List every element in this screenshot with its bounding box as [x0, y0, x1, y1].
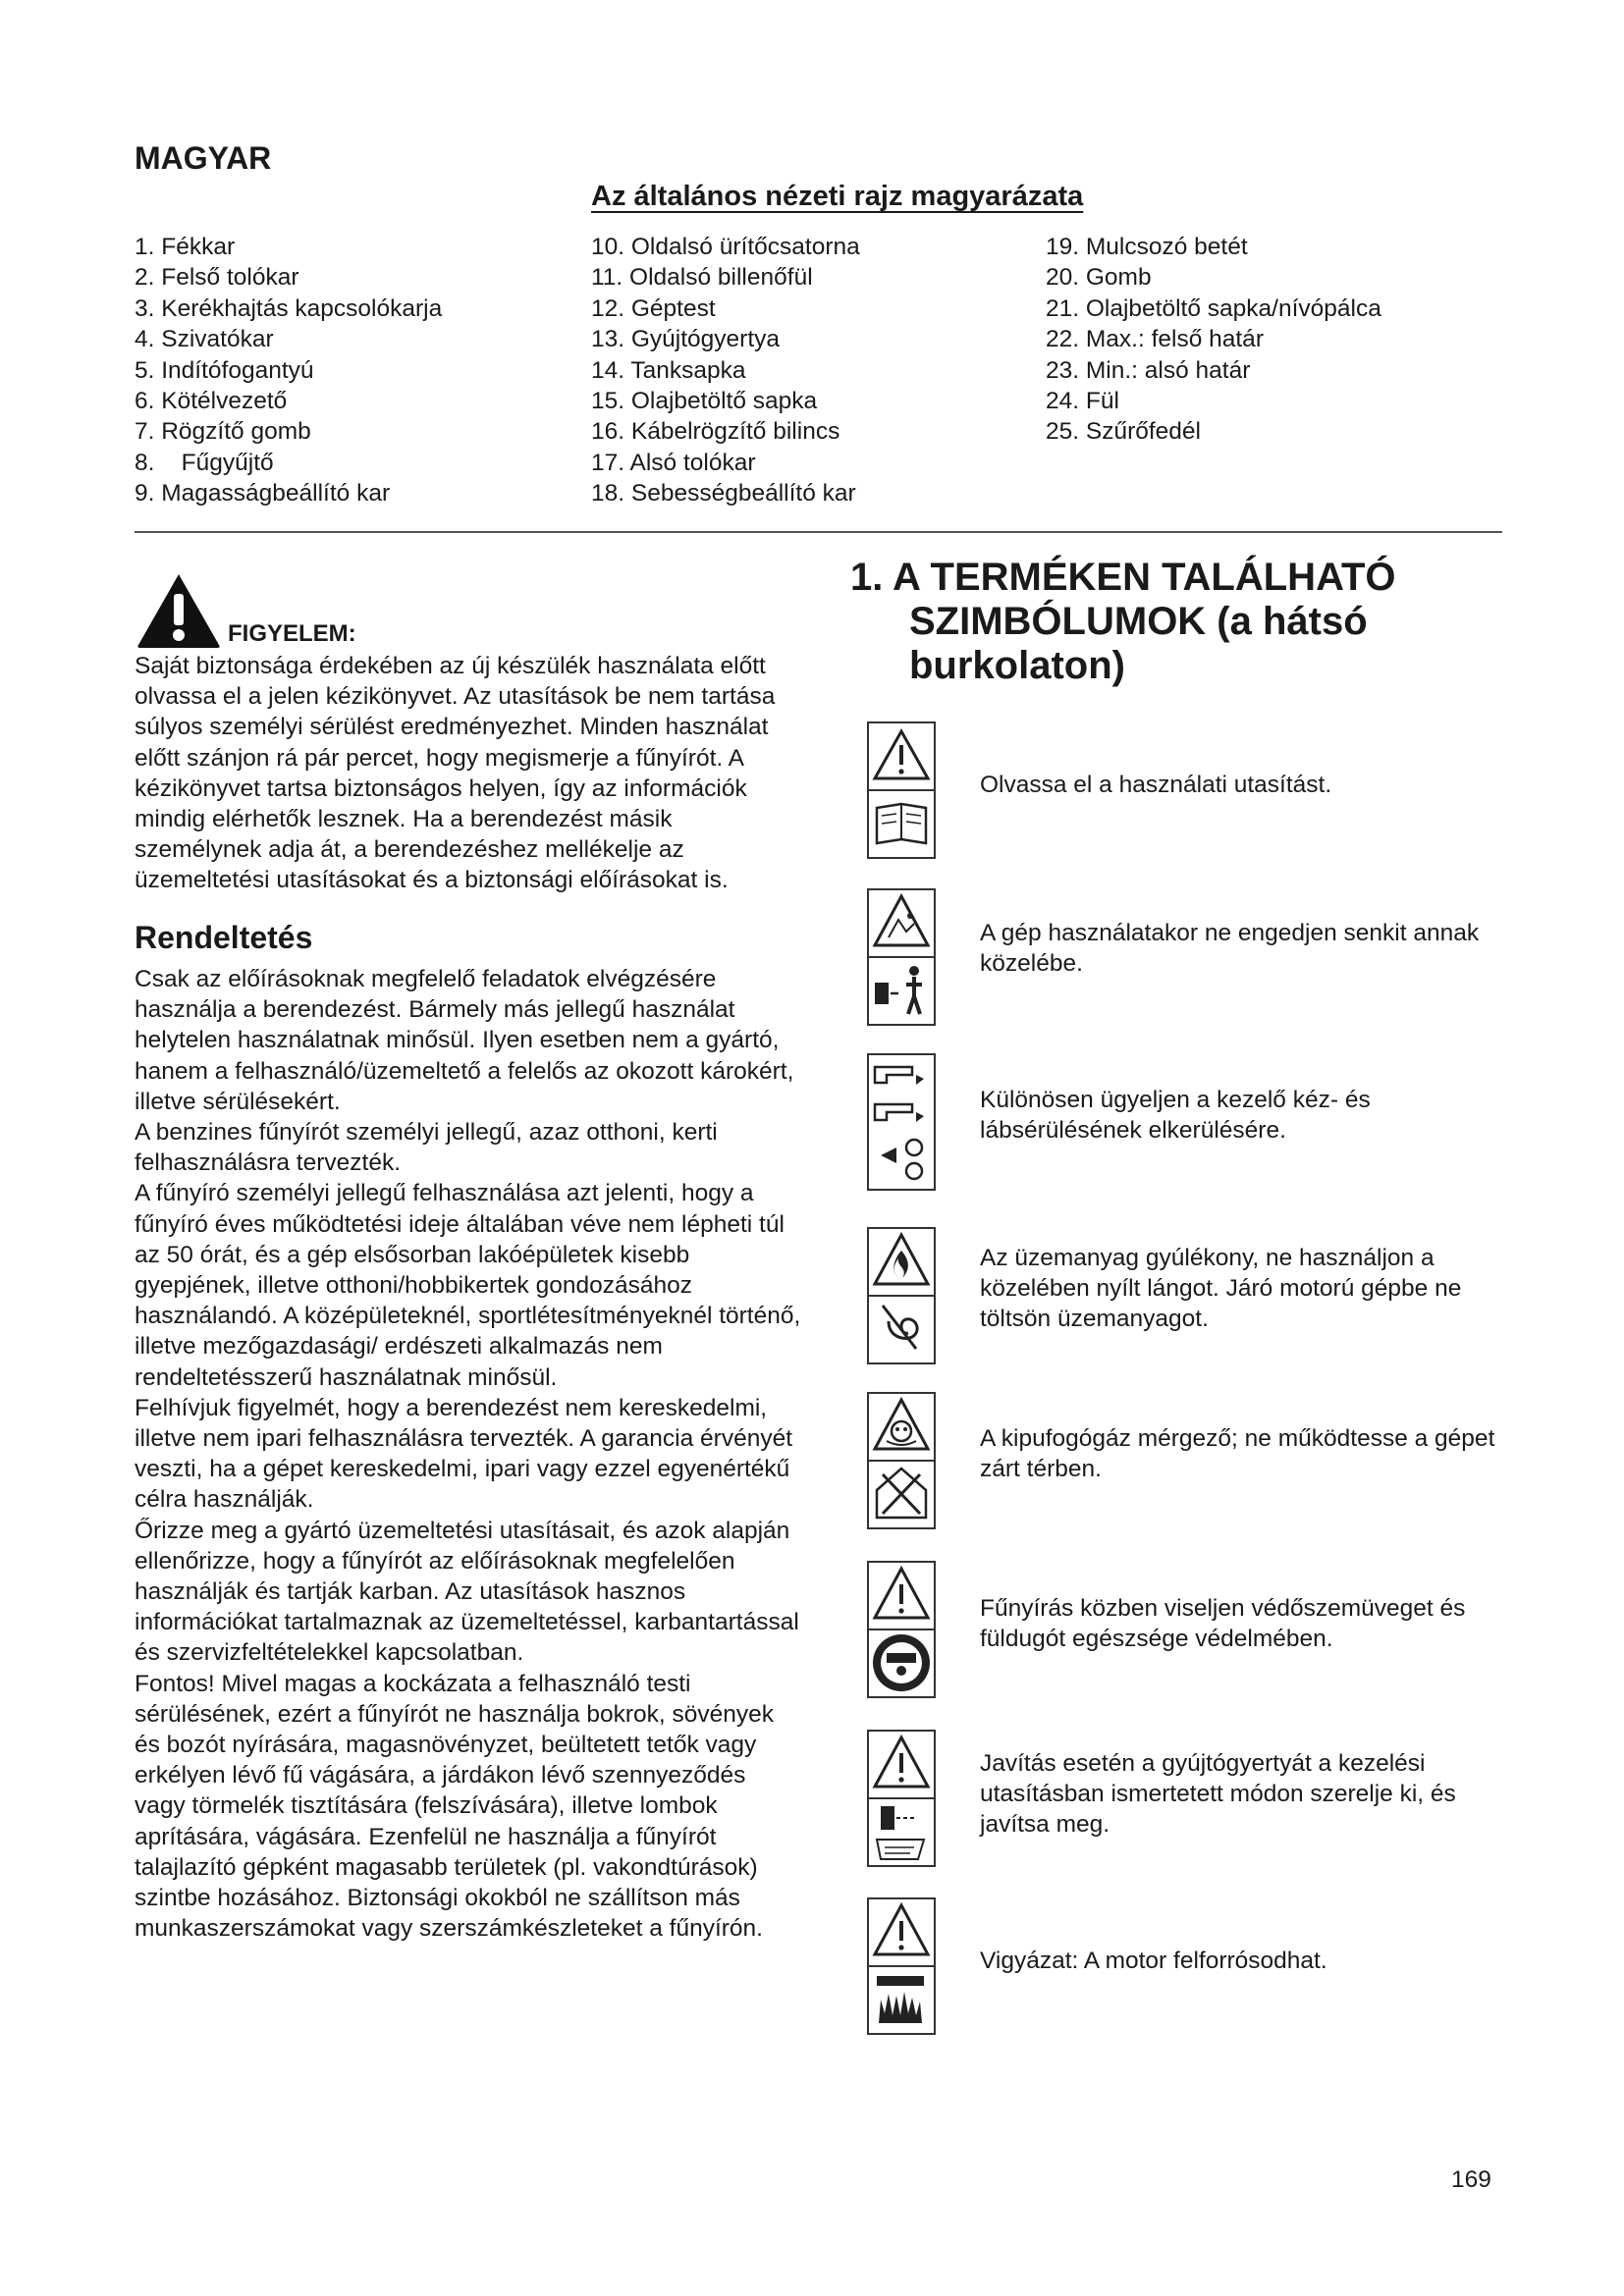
legend-item: 4. Szivatókar [135, 326, 274, 353]
purpose-paragraph: Fontos! Mivel magas a kockázata a felhasználó testi sérülésének, ezért a fűnyírót ne használja bokrok, sövények és bozót nyírására, magasnövényzet, beültetett tetők vagy erkélyen lévő fű vágására, a járdákon lévő szennyeződés vagy törmelék tisztítására (felszívására), illetve lombok aprítására, vágására. Ezenfelül ne használja a fűnyírót talajlazító gépként magasabb területek (pl. vakondtúrások) szintbe hozásához. Biztonsági okokból ne szállítson más munkaszerszámokat vagy szerszámkészleteket a fűnyírón. [135, 1670, 774, 1943]
purpose-paragraph: Csak az előírásoknak megfelelő feladatok elvégzésére használja a berendezést. Bármely más jellegű használat helytelen használatnak minősül. Ilyen esetben nem a gyártó, hanem a felhasználó/üzemeltető a felelős az okozott károkért, illetve sérülésekért. [135, 966, 794, 1115]
symbol-description: A gép használatakor ne engedjen senkit annak közelébe. [980, 920, 1480, 977]
legend-item: 7. Rögzítő gomb [135, 418, 311, 446]
symbols-heading-line-2: SZIMBÓLUMOK (a hátsó burkolaton) [909, 600, 1368, 687]
symbol-description: Vigyázat: A motor felforrósodhat. [980, 1948, 1327, 1974]
eye-ear-protection-icon [867, 1561, 936, 1698]
warning-triangle-icon [135, 570, 223, 649]
symbols-heading [850, 556, 1498, 688]
legend-item: 15. Olajbetöltő sapka [591, 387, 818, 414]
purpose-heading: Rendeltetés [135, 920, 313, 955]
legend-item: 2. Felső tolókar [135, 264, 299, 292]
page-number: 169 [1451, 2166, 1491, 2193]
purpose-paragraph: Őrizze meg a gyártó üzemeltetési utasításait, és azok alapján ellenőrizze, hogy a fűnyírót az előírásoknak megfelelően használják és tartják karban. Az utasítások hasznos információkat tartalmaznak az üzemeltetéssel, karbantartással és szervizfeltételekkel kapcsolatban. [135, 1517, 799, 1667]
legend-item: 12. Géptest [591, 294, 716, 322]
warning-label: FIGYELEM: [228, 620, 356, 647]
legend-item: 17. Alsó tolókar [591, 449, 756, 476]
legend-title: Az általános nézeti rajz magyarázata [591, 181, 1084, 212]
purpose-paragraph: A benzines fűnyírót személyi jellegű, azaz otthoni, kerti felhasználásra tervezték. [135, 1119, 718, 1177]
purpose-body [135, 964, 802, 1945]
legend-item: 13. Gyújtógyertya [591, 326, 781, 353]
warning-text: Saját biztonsága érdekében az új készülék használata előtt olvassa el a jelen kézikönyvet. Az utasítások be nem tartása súlyos személyi sérülést eredményezhet. Minden használat előtt szánjon rá pár percet, hogy megismerje a fűnyírót. A kézikönyvet tartsa biztonságos helyen, így az információk mindig elérhetők lesznek. Ha a berendezést másik személynek adja át, a berendezéshez mellékelje az üzemeltetési utasításokat és a biztonsági előírásokat is. [135, 653, 776, 894]
language-heading: MAGYAR [135, 140, 272, 176]
symbol-description: Olvassa el a használati utasítást. [980, 772, 1332, 798]
hand-foot-injury-icon [867, 1053, 936, 1191]
legend-item: 8. Fűgyűjtő [135, 449, 274, 476]
legend-item: 3. Kerékhajtás kapcsolókarja [135, 294, 443, 322]
symbol-description: Különösen ügyeljen a kezelő kéz- és lábsérülésének elkerülésére. [980, 1087, 1371, 1144]
read-manual-icon [867, 721, 936, 859]
legend-item: 6. Kötélvezető [135, 387, 288, 414]
legend-column-3 [1046, 232, 1381, 448]
legend-item: 23. Min.: alsó határ [1046, 356, 1251, 384]
spark-plug-maintenance-icon [867, 1730, 936, 1867]
purpose-paragraph: Felhívjuk figyelmét, hogy a berendezést nem kereskedelmi, illetve nem ipari felhasználásra tervezték. A garancia érvényét veszti, ha a gépet kereskedelmi, ipari vagy ezzel egyenértékű célra használják. [135, 1394, 793, 1514]
legend-item: 9. Magasságbeállító kar [135, 480, 391, 507]
legend-item: 22. Max.: felső határ [1046, 326, 1264, 353]
symbol-description: Fűnyírás közben viseljen védőszemüveget és füldugót egészsége védelmében. [980, 1595, 1466, 1652]
legend-item: 25. Szűrőfedél [1046, 418, 1201, 446]
legend-item: 14. Tanksapka [591, 356, 746, 384]
legend-item: 11. Oldalsó billenőfül [591, 264, 813, 292]
section-divider [135, 531, 1502, 533]
legend-column-2 [591, 232, 860, 509]
legend-item: 10. Oldalsó ürítőcsatorna [591, 234, 860, 260]
flammable-fuel-icon [867, 1227, 936, 1364]
keep-bystanders-away-icon [867, 888, 936, 1026]
legend-item: 5. Indítófogantyú [135, 356, 314, 384]
symbols-heading-line-1: 1. A TERMÉKEN TALÁLHATÓ [850, 556, 1396, 599]
legend-item: 16. Kábelrögzítő bilincs [591, 418, 840, 446]
purpose-paragraph: A fűnyíró személyi jellegű felhasználása azt jelenti, hogy a fűnyíró éves működtetési ideje általában véve nem lépheti túl az 50 órát, és a gép elsősorban lakóépületek kisebb gyepjének, illetve otthoni/hobbikertek gondozásához használandó. A középületeknél, sportlétesítményeknél történő, illetve mezőgazdasági/ erdészeti alkalmazás nem rendeltetésszerű használatnak minősül. [135, 1180, 801, 1391]
hot-surface-icon [867, 1897, 936, 2035]
symbol-description: Javítás esetén a gyújtógyertyát a kezelési utasításban ismertetett módon szerelje ki, és javítsa meg. [980, 1750, 1456, 1838]
legend-item: 19. Mulcsozó betét [1046, 234, 1248, 260]
symbol-description: A kipufogógáz mérgező; ne működtesse a gépet zárt térben. [980, 1425, 1495, 1482]
symbol-description: Az üzemanyag gyúlékony, ne használjon a közelében nyílt lángot. Járó motorú gépbe ne töltsön üzemanyagot. [980, 1245, 1462, 1332]
legend-column-1 [135, 232, 442, 509]
legend-item: 18. Sebességbeállító kar [591, 480, 856, 507]
toxic-exhaust-icon [867, 1392, 936, 1529]
legend-item: 21. Olajbetöltő sapka/nívópálca [1046, 294, 1381, 322]
legend-item: 1. Fékkar [135, 234, 236, 260]
legend-item: 24. Fül [1046, 387, 1119, 414]
legend-item: 20. Gomb [1046, 264, 1152, 292]
